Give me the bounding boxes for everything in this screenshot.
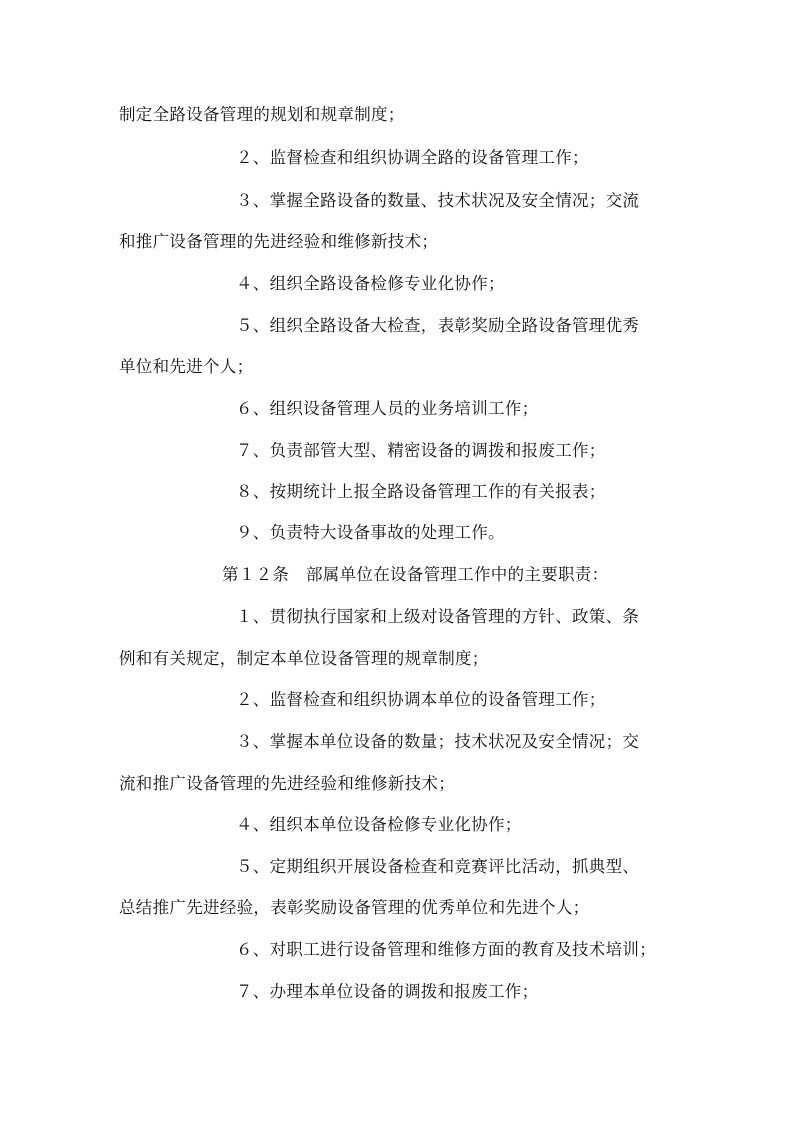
text-line: ２、监督检查和组织协调全路的设备管理工作； [236,148,589,167]
text-line: 流和推广设备管理的先进经验和维修新技术； [119,774,455,793]
text-line: ４、组织全路设备检修专业化协作； [236,274,505,293]
text-line: 总结推广先进经验，表彰奖励设备管理的优秀单位和先进个人； [119,898,590,917]
text-line: ９、负责特大设备事故的处理工作。 [236,523,505,542]
text-line: 单位和先进个人； [119,357,254,376]
text-line: 制定全路设备管理的规划和规章制度； [119,105,405,124]
article-heading: 第１２条 部属单位在设备管理工作中的主要职责： [222,565,609,584]
text-line: 例和有关规定，制定本单位设备管理的规章制度； [119,649,489,668]
text-line: ８、按期统计上报全路设备管理工作的有关报表； [236,482,606,501]
text-line: ４、组织本单位设备检修专业化协作； [236,815,522,834]
text-line: ５、定期组织开展设备检查和竞赛评比活动，抓典型、 [236,857,640,876]
text-line: ７、办理本单位设备的调拨和报废工作； [236,982,539,1001]
text-line: ３、掌握本单位设备的数量；技术状况及安全情况；交 [236,732,640,751]
text-line: 和推广设备管理的先进经验和维修新技术； [119,232,439,251]
text-line: １、贯彻执行国家和上级对设备管理的方针、政策、条 [236,607,640,626]
text-line: ５、组织全路设备大检查，表彰奖励全路设备管理优秀 [236,316,640,335]
text-line: ６、组织设备管理人员的业务培训工作； [236,399,539,418]
text-line: ３、掌握全路设备的数量、技术状况及安全情况；交流 [236,191,640,210]
text-line: ６、对职工进行设备管理和维修方面的教育及技术培训； [236,940,656,959]
text-line: ２、监督检查和组织协调本单位的设备管理工作； [236,690,606,709]
text-line: ７、负责部管大型、精密设备的调拨和报废工作； [236,441,606,460]
